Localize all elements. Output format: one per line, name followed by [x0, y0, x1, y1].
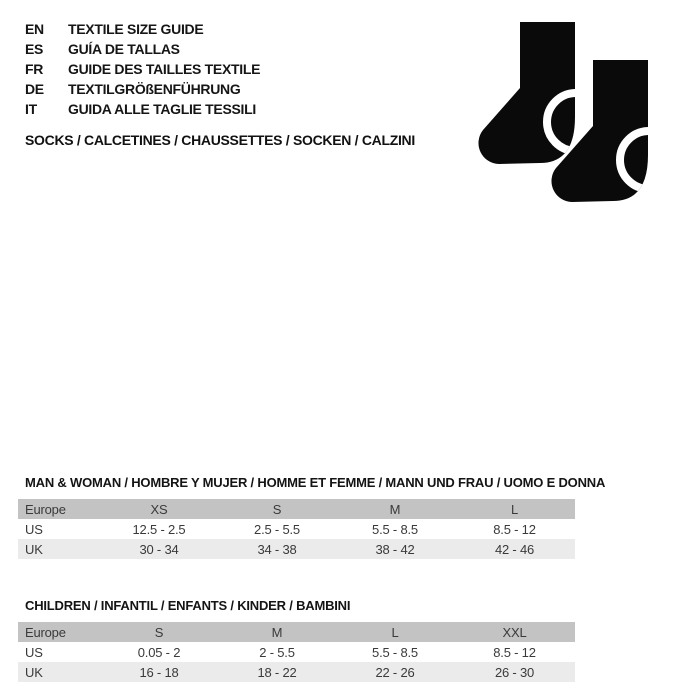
children-section-title: CHILDREN / INFANTIL / ENFANTS / KINDER / BAMBINI: [25, 598, 351, 613]
size-cell: 34 - 38: [257, 541, 297, 557]
column-header-size: S: [272, 501, 282, 517]
size-cell: 8.5 - 12: [493, 521, 536, 537]
size-cell: 5.5 - 8.5: [372, 521, 418, 537]
children-section: [18, 599, 575, 682]
children-size-table: [18, 622, 575, 682]
language-row-es: [25, 39, 260, 59]
column-header-europe: Europe: [25, 501, 66, 517]
row-label: UK: [25, 664, 43, 680]
table-header-row: [18, 622, 575, 642]
column-header-size: M: [271, 624, 283, 640]
size-cell: 8.5 - 12: [493, 644, 536, 660]
table-row-uk: [18, 539, 575, 559]
size-cell: 0.05 - 2: [137, 644, 181, 660]
language-title: TEXTILE SIZE GUIDE: [68, 21, 204, 37]
size-cell: 38 - 42: [375, 541, 415, 557]
size-cell: 30 - 34: [139, 541, 179, 557]
man-woman-section: [18, 475, 606, 559]
table-row-us: [18, 642, 575, 662]
size-cell: 42 - 46: [494, 541, 535, 557]
language-title: GUIDA ALLE TAGLIE TESSILI: [68, 101, 256, 117]
size-cell: 5.5 - 8.5: [372, 644, 418, 660]
column-header-size: L: [391, 624, 399, 640]
size-cell: 18 - 22: [257, 664, 297, 680]
row-label: US: [25, 521, 43, 537]
language-title: GUIDE DES TAILLES TEXTILE: [68, 61, 261, 77]
size-cell: 16 - 18: [139, 664, 179, 680]
size-cell: 12.5 - 2.5: [132, 521, 186, 537]
language-code: ES: [25, 41, 44, 57]
column-header-size: XXL: [502, 624, 527, 640]
table-row-us: [18, 519, 575, 539]
language-row-it: [25, 99, 260, 119]
man-woman-size-table: [18, 499, 575, 559]
language-title-list: [25, 19, 260, 119]
column-header-size: S: [154, 624, 164, 640]
language-code: IT: [25, 101, 37, 117]
table-row-uk: [18, 662, 575, 682]
language-title: TEXTILGRÖßENFÜHRUNG: [68, 81, 241, 97]
size-cell: 2.5 - 5.5: [254, 521, 300, 537]
socks-icon: [477, 22, 648, 207]
language-code: EN: [25, 21, 44, 37]
size-cell: 26 - 30: [494, 664, 535, 680]
language-title: GUÍA DE TALLAS: [68, 41, 180, 57]
size-cell: 22 - 26: [375, 664, 415, 680]
language-row-de: [25, 79, 260, 99]
language-code: FR: [25, 61, 44, 77]
category-title: SOCKS / CALCETINES / CHAUSSETTES / SOCKEN / CALZINI: [25, 132, 415, 148]
column-header-europe: Europe: [25, 624, 66, 640]
column-header-size: M: [389, 501, 401, 517]
size-cell: 2 - 5.5: [259, 644, 295, 660]
language-row-en: [25, 19, 260, 39]
row-label: UK: [25, 541, 43, 557]
column-header-size: XS: [150, 501, 168, 517]
table-header-row: [18, 499, 575, 519]
column-header-size: L: [510, 501, 519, 517]
language-row-fr: [25, 59, 260, 79]
row-label: US: [25, 644, 43, 660]
man-woman-section-title: MAN & WOMAN / HOMBRE Y MUJER / HOMME ET FEMME / MANN UND FRAU / UOMO E DONNA: [25, 475, 606, 490]
language-code: DE: [25, 81, 44, 97]
